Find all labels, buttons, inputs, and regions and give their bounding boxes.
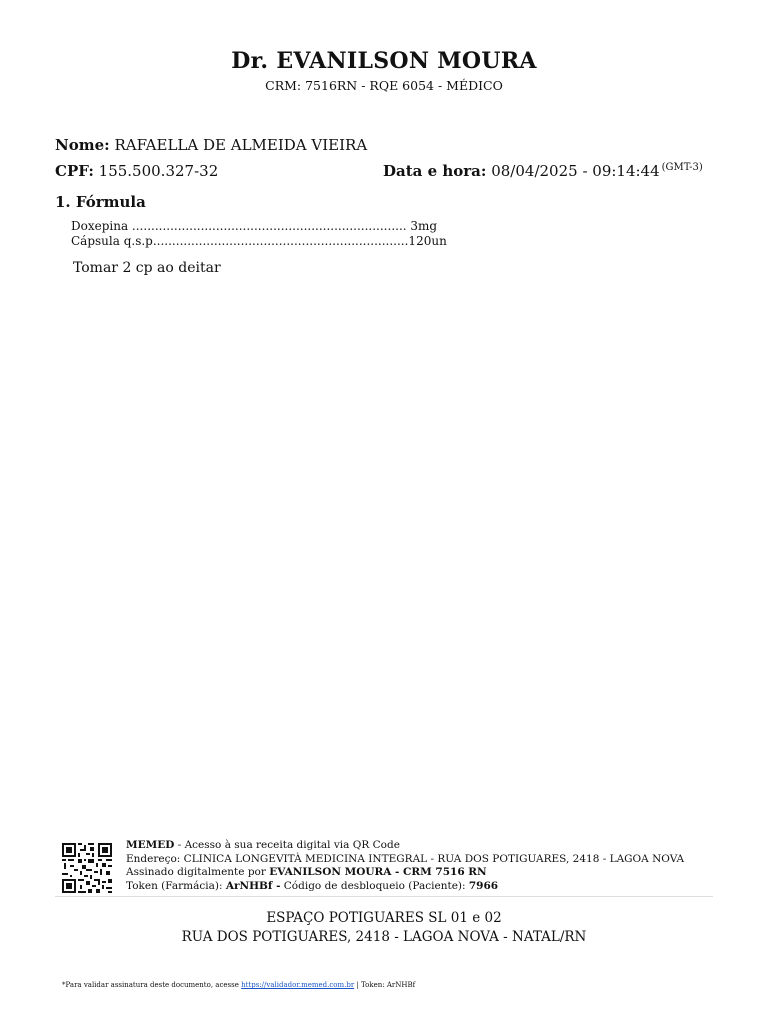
doctor-credentials: CRM: 7516RN - RQE 6054 - MÉDICO <box>265 78 503 93</box>
doctor-name: Dr. EVANILSON MOURA <box>231 48 537 74</box>
cpf-value: 155.500.327-32 <box>98 162 219 180</box>
qr-code-icon <box>62 843 112 893</box>
address-line-1: ESPAÇO POTIGUARES SL 01 e 02 <box>266 910 502 926</box>
token-line: Token (Farmácia): ArNHBf - Código de desbloqueio (Paciente): 7966 <box>126 879 499 892</box>
section-title: 1. Fórmula <box>55 193 146 211</box>
datetime-row <box>383 162 703 180</box>
patient-name-row <box>55 136 367 154</box>
datetime-label: Data e hora: <box>383 162 487 180</box>
signature-line: Assinado digitalmente por EVANILSON MOURA - CRM 7516 RN <box>126 866 487 878</box>
patient-name-value: RAFAELLA DE ALMEIDA VIEIRA <box>114 136 368 154</box>
memed-info <box>126 839 684 893</box>
memed-line: MEMED - Acesso à sua receita digital via QR Code <box>126 839 400 851</box>
timezone: (GMT-3) <box>661 162 703 173</box>
medication-line: Doxepina ........................................................................ 3mg <box>71 219 438 233</box>
validator-link[interactable]: https://validador.memed.com.br <box>241 981 355 989</box>
cpf-label: CPF: <box>55 162 94 180</box>
clinic-address-line: Endereço: CLINICA LONGEVITÀ MEDICINA INTEGRAL - RUA DOS POTIGUARES, 2418 - LAGOA NOVA <box>126 852 685 865</box>
address-line-2: RUA DOS POTIGUARES, 2418 - LAGOA NOVA - NATAL/RN <box>181 929 587 945</box>
divider <box>55 896 713 897</box>
memed-brand: MEMED <box>126 839 175 851</box>
datetime-value: 08/04/2025 - 09:14:44 <box>491 162 660 180</box>
patient-name-label: Nome: <box>55 136 110 154</box>
pharmacy-token: ArNHBf - <box>225 879 281 892</box>
patient-cpf-row <box>55 162 218 180</box>
dosage-instruction: Tomar 2 cp ao deitar <box>73 260 221 276</box>
signer-name: EVANILSON MOURA - CRM 7516 RN <box>269 866 487 878</box>
medication-line: Cápsula q.s.p...................................................................120un <box>71 234 447 248</box>
validation-note: *Para validar assinatura deste documento, acesse https://validador.memed.com.br | Token: ArNHBf <box>62 981 416 989</box>
unlock-code: 7966 <box>468 879 499 892</box>
